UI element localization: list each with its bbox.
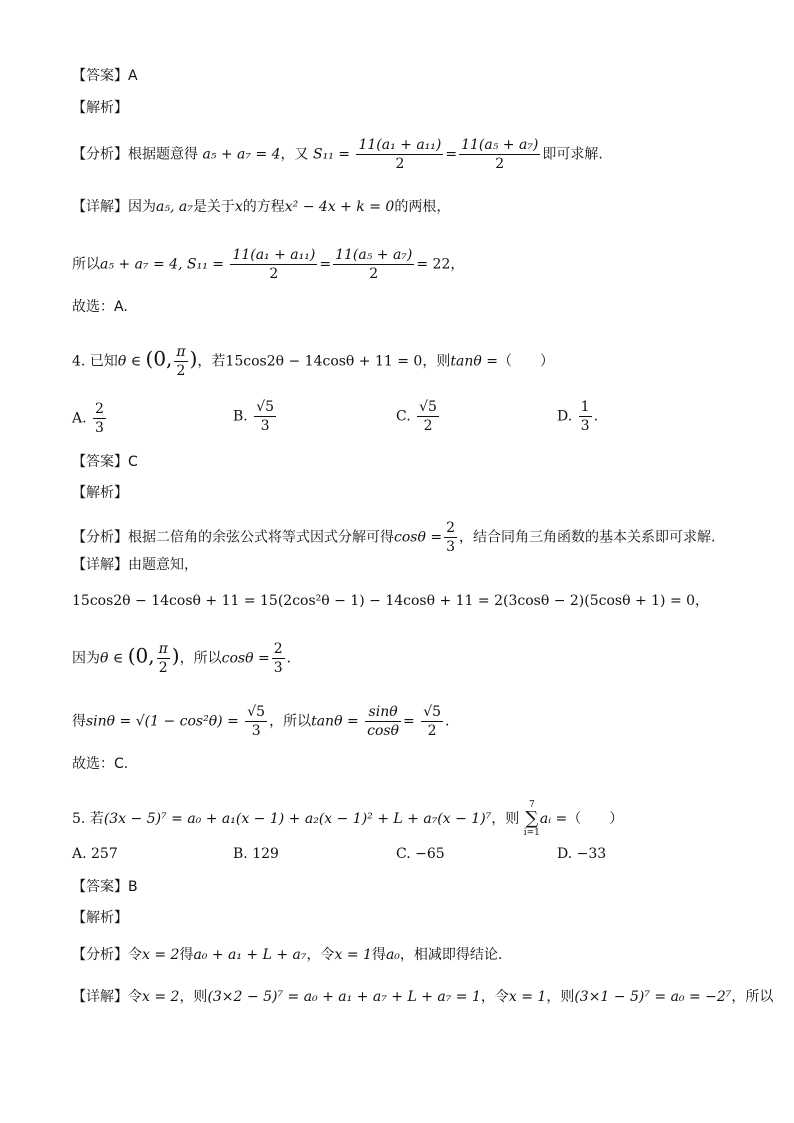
text: 已知 — [89, 353, 118, 370]
text: ，若 — [197, 353, 226, 370]
frac-num: √5 — [247, 704, 266, 720]
jiexi-tag: 【解析】 — [72, 100, 128, 116]
text: . — [593, 408, 599, 425]
option-text: A. 257 — [72, 846, 118, 862]
math-expr: tanθ = — [450, 353, 498, 370]
fenxi-tag: 【分析】 — [72, 529, 128, 546]
frac-num: π — [158, 641, 168, 657]
q4-fenxi — [72, 519, 715, 556]
frac-num: 2 — [95, 401, 104, 417]
frac-num: 11(a₁ + a₁₁) — [232, 247, 316, 263]
math-expr: ) — [189, 346, 198, 371]
math-expr: θ ∈ — [100, 650, 124, 667]
frac-den: 3 — [273, 660, 283, 676]
frac-den: 2 — [423, 418, 433, 434]
q5-option-a — [72, 846, 118, 862]
answer-tag: 【答案】 — [72, 454, 128, 470]
frac-den: 3 — [260, 418, 270, 434]
q4-stem — [72, 343, 554, 380]
math-expr: sinθ = √(1 − cos²θ) = — [86, 713, 239, 730]
option-label: D. — [557, 408, 573, 425]
q3-fenxi — [72, 136, 603, 173]
equals: = — [319, 256, 332, 273]
q5-jiexi — [72, 908, 128, 928]
fraction — [365, 703, 401, 740]
text: ，令 — [480, 989, 509, 1005]
frac-den: 2 — [176, 363, 186, 379]
option-text: B. 129 — [233, 846, 279, 862]
text: 若 — [89, 811, 104, 827]
fenxi-tag: 【分析】 — [72, 947, 128, 963]
text: ，令 — [306, 947, 335, 963]
frac-den: 2 — [158, 660, 168, 676]
math-expr: a₀ + a₁ + L + a₇ — [193, 947, 307, 963]
q4-jiexi — [72, 483, 128, 503]
fenxi-text: ，又 — [280, 146, 309, 163]
frac-den: 2 — [395, 156, 405, 172]
text: ，相减即得结论. — [399, 947, 503, 963]
math-expr: (0, — [127, 643, 155, 668]
math-expr: (3×1 − 5)⁷ = a₀ = −2⁷ — [574, 989, 732, 1005]
text: ，所以 — [269, 713, 312, 730]
text: ，则 — [546, 989, 575, 1005]
q5-option-d — [557, 846, 606, 862]
sum-upper: 7 — [528, 800, 535, 810]
text: 令 — [128, 989, 142, 1005]
xiangjie-tag: 【详解】 — [72, 989, 128, 1005]
frac-den: 2 — [427, 723, 437, 739]
q3-jiexi — [72, 98, 128, 118]
frac-num: sinθ — [365, 703, 401, 722]
summation — [524, 800, 540, 838]
q4-expand — [72, 591, 709, 611]
text: 所以 — [72, 256, 100, 273]
question-number: 4. — [72, 353, 86, 370]
math-expr: a₀ — [385, 947, 400, 963]
frac-num: 11(a₁ + a₁₁) — [358, 137, 442, 153]
math-expr: 15cos2θ − 14cosθ + 11 = 0 — [225, 353, 423, 370]
text: （ ） — [497, 353, 554, 370]
text: 因为 — [128, 199, 156, 215]
q3-xiangjie — [72, 197, 450, 217]
equals: = — [403, 713, 415, 730]
q5-stem — [72, 800, 623, 838]
frac-den: 2 — [495, 156, 505, 172]
fraction — [579, 398, 592, 435]
frac-num: 2 — [273, 641, 283, 657]
q5-option-c — [396, 846, 445, 862]
q5-xiangjie — [72, 987, 773, 1007]
xiangjie-tag: 【详解】 — [72, 557, 128, 573]
xiangjie-tag: 【详解】 — [72, 199, 128, 215]
text: 的方程 — [242, 199, 285, 215]
math-expr: tanθ = — [311, 713, 359, 730]
q4-xiangjie — [72, 555, 198, 575]
frac-den: 3 — [251, 723, 261, 739]
math-expr: 15cos2θ − 14cosθ + 11 = 15(2cos²θ − 1) − 14cosθ + 11 = 2(3cosθ − 2)(5cosθ + 1) = 0， — [72, 593, 710, 609]
frac-den: 3 — [446, 539, 455, 555]
fraction — [333, 246, 414, 283]
text: 故选：A. — [72, 299, 128, 315]
text: 由题意知， — [128, 557, 198, 573]
frac-den: 2 — [369, 266, 379, 282]
math-expr: x² − 4x + k = 0 — [284, 199, 395, 215]
fraction — [245, 703, 267, 740]
text: 得 — [371, 947, 386, 963]
math-expr: = 22， — [416, 256, 465, 273]
math-expr: x = 1 — [334, 947, 372, 963]
frac-num: π — [176, 344, 186, 360]
text: . — [286, 650, 292, 667]
q4-guxuan — [72, 754, 128, 774]
math-expr: x = 2 — [142, 947, 180, 963]
text: 根据二倍角的余弦公式将等式因式分解可得 — [128, 529, 394, 546]
math-expr: x = 2 — [142, 989, 180, 1005]
math-expr: x = 1 — [508, 989, 547, 1005]
frac-num: √5 — [256, 399, 275, 415]
fraction — [230, 246, 317, 283]
fraction — [93, 400, 106, 437]
jiexi-tag: 【解析】 — [72, 485, 128, 501]
answer-tag: 【答案】 — [72, 68, 128, 84]
q4-option-c — [396, 398, 441, 435]
option-text: D. −33 — [557, 846, 607, 862]
fraction — [174, 343, 187, 380]
frac-den: cosθ — [367, 723, 400, 739]
sum-symbol: ∑ — [525, 808, 539, 829]
text: 得 — [179, 947, 194, 963]
sum-lower: i=1 — [523, 828, 540, 838]
text: ，则 — [422, 353, 451, 370]
fraction — [421, 703, 443, 740]
frac-num: √5 — [423, 704, 442, 720]
q3-suoyi — [72, 246, 464, 283]
math-expr: aᵢ = — [539, 811, 568, 827]
answer-value: B — [128, 879, 138, 895]
text: 的两根， — [394, 199, 451, 215]
fraction — [417, 398, 439, 435]
fenxi-text: 即可求解. — [542, 146, 603, 163]
q5-answer — [72, 877, 138, 897]
math-expr: a₅, a₇ — [156, 199, 193, 215]
q3-guxuan — [72, 297, 128, 317]
q4-option-a — [72, 400, 108, 437]
text: （ ） — [567, 811, 624, 827]
q4-answer — [72, 452, 138, 472]
fraction — [157, 640, 170, 677]
frac-den: 3 — [95, 420, 104, 436]
text: ，所以 — [731, 989, 774, 1005]
question-number: 5. — [72, 811, 86, 827]
fraction — [444, 519, 457, 556]
fenxi-tag: 【分析】 — [72, 146, 128, 163]
text: ，则 — [491, 811, 520, 827]
text: 令 — [128, 947, 142, 963]
equals: = — [445, 146, 458, 163]
text: ，所以 — [179, 650, 222, 667]
frac-den: 3 — [580, 418, 590, 434]
math-expr: (3x − 5)⁷ = a₀ + a₁(x − 1) + a₂(x − 1)² + L + a₇(x − 1)⁷ — [103, 811, 492, 827]
text: 得 — [72, 713, 86, 730]
q4-de — [72, 703, 450, 740]
answer-tag: 【答案】 — [72, 879, 128, 895]
q4-option-d — [557, 398, 598, 435]
frac-num: 1 — [580, 399, 590, 415]
fraction — [254, 398, 276, 435]
math-expr: cosθ = — [221, 650, 270, 667]
frac-den: 2 — [269, 266, 279, 282]
q5-option-b — [233, 846, 279, 862]
text: 是关于 — [192, 199, 235, 215]
text: ，结合同角三角函数的基本关系即可求解. — [459, 529, 716, 546]
q3-answer — [72, 66, 138, 86]
frac-num: 2 — [446, 520, 455, 536]
math-expr: cosθ = — [394, 529, 443, 546]
math-expr: S₁₁ = — [313, 146, 350, 163]
math-expr: θ ∈ — [117, 353, 142, 370]
option-label: C. — [396, 408, 411, 425]
text: 因为 — [72, 650, 100, 667]
text: . — [445, 713, 450, 730]
option-text: C. −65 — [396, 846, 445, 862]
math-expr: (3×2 − 5)⁷ = a₀ + a₁ + a₇ + L + a₇ = 1 — [207, 989, 481, 1005]
q4-yinwei — [72, 640, 291, 677]
jiexi-tag: 【解析】 — [72, 910, 128, 926]
answer-value: A — [128, 68, 138, 84]
fraction — [272, 640, 285, 677]
option-label: B. — [233, 408, 248, 425]
frac-num: 11(a₅ + a₇) — [461, 137, 539, 153]
answer-value: C — [128, 454, 138, 470]
math-expr: x — [234, 199, 243, 215]
fenxi-text: 根据题意得 — [128, 146, 198, 163]
fraction — [356, 136, 443, 173]
math-expr: ) — [171, 643, 180, 668]
text: 故选：C. — [72, 756, 129, 772]
frac-num: √5 — [419, 399, 437, 415]
fraction — [459, 136, 540, 173]
q4-option-b — [233, 398, 278, 435]
option-label: A. — [72, 410, 87, 427]
math-expr: a₅ + a₇ = 4, S₁₁ = — [100, 256, 224, 273]
math-expr: (0, — [145, 346, 173, 371]
q5-fenxi — [72, 945, 502, 965]
frac-num: 11(a₅ + a₇) — [335, 247, 413, 263]
text: ，则 — [179, 989, 208, 1005]
math-expr: a₅ + a₇ = 4 — [202, 146, 281, 163]
